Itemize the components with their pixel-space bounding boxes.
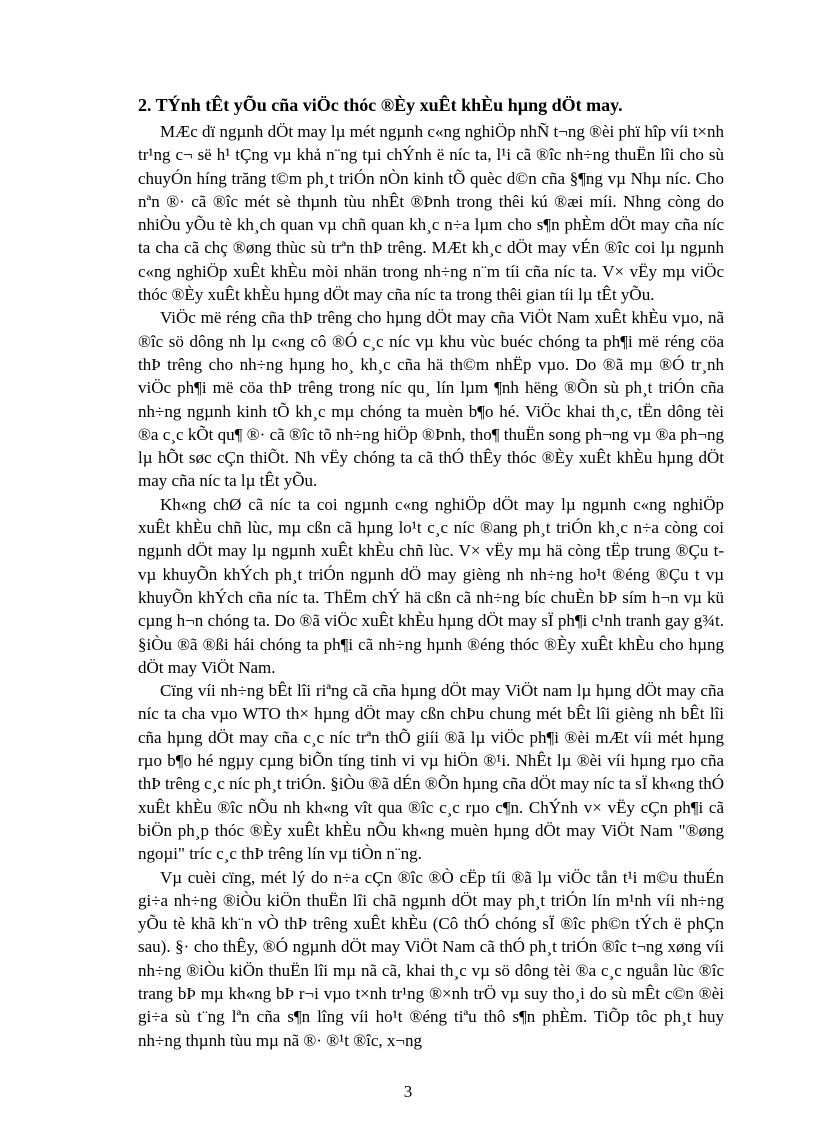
- paragraph-5: Vµ cuèi cïng, mét lý do n÷a cÇn ®îc ®Ò cËp tíi ®ã lµ viÖc tån t¹i m©u thuÉn gi÷a nh÷ng ®iÒu kiÖn thuËn lîi chã ngµnh dÖt may ph¸t triÓn lín m¹nh víi nh÷ng yÕu tè khã kh¨n vÒ thÞ trêng xuÊt khÈu (Cô thÓ chóng sÏ ®îc ph©n tÝch ë phÇn sau). §· cho thÊy, ®Ó ngµnh dÖt may ViÖt Nam cã thÓ ph¸t triÓn ®îc t¬ng xøng víi nh÷ng ®iÒu kiÖn thuËn lîi mµ nã cã, khai th¸c vµ sö dông tèi ®a c¸c nguån lùc ®îc trang bÞ mµ kh«ng bÞ r¬i vµo t×nh tr¹ng ®×nh trÖ vµ suy tho¸i do sù mÊt c©n ®èi gi÷a sù t¨ng lªn cña s¶n lîng víi ho¹t ®éng tiªu thô s¶n phÈm. TiÕp tôc ph¸t huy nh÷ng thµnh tùu mµ nã ®· ®¹t ®îc, x¬ng: [138, 867, 724, 1050]
- paragraph-4: Cïng víi nh÷ng bÊt lîi riªng cã cña hµng dÖt may ViÖt nam lµ hµng dÖt may cña níc ta cha vµo WTO th× hµng dÖt may cßn chÞu chung mét bÊt lîi gièng nh bÊt lîi cña hµng dÖt may cña c¸c níc trªn thÕ giíi ®ã lµ viÖc ph¶i ®èi mÆt víi mét hµng rµo b¶o hé ngµy cµng biÕn tíng tinh vi vµ hiÖn ®¹i. NhÊt lµ ®èi víi hµng rµo cña thÞ trêng c¸c níc ph¸t triÓn. §iÒu ®ã dÉn ®Õn hµng cña dÖt may níc ta sÏ kh«ng thÓ xuÊt khÈu ®îc nÕu nh kh«ng vît qua ®îc c¸c rµo c¶n. ChÝnh v× vËy cÇn ph¶i cã biÖn ph¸p thóc ®Èy xuÊt khÈu nÕu kh«ng muèn hµng dÖt may ViÖt Nam "®øng ngoµi" tríc c¸c thÞ trêng lín vµ tiÒn n¨ng.: [138, 681, 724, 864]
- page-number: 3: [403, 1082, 413, 1101]
- paragraph-3: Kh«ng chØ cã níc ta coi ngµnh c«ng nghiÖp dÖt may lµ ngµnh c«ng nghiÖp xuÊt khÈu chñ lùc, mµ cßn cã hµng lo¹t c¸c níc ®ang ph¸t triÓn kh¸c n÷a còng coi ngµnh dÖt may lµ ngµnh xuÊt khÈu chñ lùc. V× vËy mµ hä còng tËp trung ®Çu t vµ khuyÕn khÝch ph¸t triÓn ngµnh dÖ may gièng nh nh÷ng ho¹t ®éng ®Çu t vµ khuyÕn khÝch cña níc ta. ThËm chÝ hä cßn cã nh÷ng bíc chuÈn bÞ sím h¬n vµ kü cµng h¬n chóng ta. Do ®ã viÖc xuÊt khÈu hµng dÖt may sÏ ph¶i c¹nh tranh gay g¾t. §iÒu ®ã ®ßi hái chóng ta ph¶i cã nh÷ng hµnh ®éng thóc ®Èy xuÊt khÈu cho hµng dÖt may ViÖt Nam.: [138, 494, 724, 677]
- section-heading: 2. TÝnh tÊt yÕu cña viÖc thóc ®Èy xuÊt khÈu hµng dÖt may.: [138, 95, 623, 115]
- paragraph-1: MÆc dï ngµnh dÖt may lµ mét ngµnh c«ng nghiÖp nhÑ t¬ng ®èi phï hîp víi t×nh tr¹ng c¬ së h¹ tÇng vµ khả n¨ng tµi chÝnh ë níc ta, l¹i cã ®îc nh÷ng thuËn lîi cho sù chuyÓn híng trăng t©m ph¸t triÓn nÒn kinh tÕ quèc d©n cña §¶ng vµ Nhµ níc. Cho nªn ®· cã ®îc mét sè thµnh tùu nhÊt ®Þnh trong thêi kú ®æi míi. Nhng còng do nhiÒu yÕu tè kh¸ch quan vµ chñ quan kh¸c n÷a lµm cho s¶n phÈm dÖt may cña níc ta cha cã chç ®øng thùc sù trªn thÞ trêng. MÆt kh¸c dÖt may vÉn ®îc coi lµ ngµnh c«ng nghiÖp xuÊt khÈu mòi nhän trong nh÷ng n¨m tíi cña níc ta. V× vËy mµ viÖc thóc ®Èy xuÊt khÈu hµng dÖt may cña níc ta trong thêi gian tíi lµ tÊt yÕu.: [138, 122, 724, 305]
- paragraph-2: ViÖc më réng cña thÞ trêng cho hµng dÖt may cña ViÖt Nam xuÊt khÈu vµo, nã ®îc sö dông nh lµ c«ng cô ®Ó c¸c níc vµ khu vùc buéc chóng ta ph¶i më réng cöa thÞ trêng cho nh÷ng hµng ho¸ kh¸c cña hä th©m nhËp vµo. Do ®ã mµ ®Ó tr¸nh viÖc ph¶i më cöa thÞ trêng trong níc qu¸ lín lµm ¶nh hëng ®Õn sù ph¸t triÓn cña nh÷ng ngµnh kinh tÕ kh¸c mµ chóng ta muèn b¶o hé. ViÖc khai th¸c, tËn dông tèi ®a c¸c kÕt qu¶ ®· cã ®îc tõ nh÷ng hiÖp ®Þnh, tho¶ thuËn song ph¬ng vµ ®a ph¬ng lµ hÕt søc cÇn thiÕt. Nh vËy chóng ta cã thÓ thÊy thóc ®Èy xuÊt khÈu hµng dÖt may cña níc ta lµ tÊt yÕu.: [138, 308, 724, 491]
